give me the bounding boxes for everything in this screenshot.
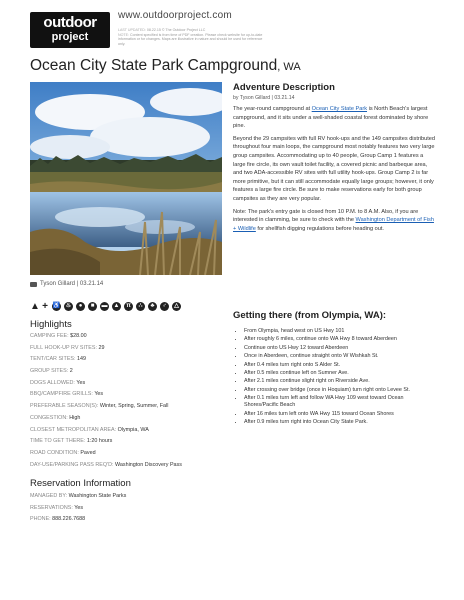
plus-icon: +	[42, 301, 48, 312]
highlight-key: CLOSEST METROPOLITAN AREA:	[30, 426, 117, 433]
rv-icon: ▬	[101, 303, 108, 309]
campground-icon: ▲	[113, 303, 120, 309]
camera-icon	[30, 282, 37, 287]
p3-text-a: Note: The park's entry gate is closed from 10 P.M. to 8 A.M. Also, if you are interested in clamming, be sure to check with the	[233, 208, 419, 224]
reservation-row	[30, 493, 230, 505]
reservation-key: PHONE:	[30, 516, 51, 522]
reservation-value: Yes	[74, 504, 84, 511]
triangle-icon: △	[172, 302, 181, 311]
highlight-row	[30, 345, 230, 357]
highlight-row	[30, 333, 230, 345]
highlight-key: CAMPING FEE:	[30, 333, 69, 339]
highlight-key: TIME TO GET THERE:	[30, 438, 86, 445]
reservation-value: Washington State Parks	[68, 493, 127, 499]
direction-step: • After 2.1 miles continue slight right on Riverside Ave.	[244, 378, 438, 385]
fine-print	[118, 28, 268, 46]
description-byline: by Tyson Gillard | 03.21.14	[233, 95, 295, 101]
highlight-key: ROAD CONDITION:	[30, 449, 79, 456]
hiking-icon: ♂	[160, 302, 169, 311]
highlight-value: Paved	[80, 449, 96, 456]
photo-credit-text: Tyson Gillard | 03.21.14	[40, 281, 104, 287]
amenity-icons	[30, 302, 181, 311]
highlight-value: 1:20 hours	[86, 438, 113, 445]
highlight-row	[30, 368, 230, 380]
directions-list	[233, 328, 438, 426]
site-url[interactable]: www.outdoorproject.com	[118, 10, 232, 21]
highlight-key: DAY-USE/PARKING PASS REQ'D:	[30, 461, 114, 468]
highlight-key: PREFERABLE SEASON(S):	[30, 403, 99, 410]
highlight-key: BBQ/CAMPFIRE GRILLS:	[30, 391, 93, 398]
reservation-value: 888.226.7688	[52, 516, 86, 522]
highlight-row	[30, 391, 230, 403]
direction-step: • After roughly 6 miles, continue onto WA Hwy 8 toward Aberdeen	[244, 336, 438, 343]
page-header	[30, 12, 440, 50]
highlight-value: $28.00	[70, 333, 87, 339]
direction-step: • Continue onto US Hwy 12 toward Aberdeen	[244, 345, 438, 352]
outdoor-project-logo[interactable]	[30, 12, 110, 48]
highlight-row	[30, 403, 230, 415]
reservation-key: MANAGED BY:	[30, 493, 68, 499]
description-paragraph-2: Beyond the 29 campsites with full RV hook-ups and the 149 campsites distributed throughout four main loops, the campground most notably features two very large group campsites. Accommodating up to 40 people, Group Camp 1 features a large fire circle, its own vault toilet facility, a covered picnic and barbeque area, and two ADA-accessible RV sites with full utility hook-ups. Group Camp 2 is far more primitive, but it can still accommodate equally large groups; however, it only features a large fire circle. Be sure to make reservations early for both group campsites as they are very popular.	[233, 135, 436, 202]
page-title-state: , WA	[277, 61, 301, 73]
highlight-key: GROUP SITES:	[30, 368, 69, 375]
reservation-row	[30, 505, 230, 517]
p1-text-a: The year-round campground at	[233, 106, 312, 112]
fire-icon: ♨	[65, 303, 72, 309]
highlight-key: TENT/CAR SITES:	[30, 356, 76, 363]
p1-text-b: is North Beach's largest campground, and it sits under a well-shaded coastal forest dominated by shore pine.	[233, 106, 429, 130]
fine-note: Content specified is from time of PDF creation. Please check website for up-to-date information or for changes. Maps are illustrative in nature and should be used for reference only.	[118, 32, 263, 46]
accessible-icon: ♿	[52, 303, 61, 309]
fine-note-label: NOTE:	[118, 32, 129, 37]
direction-step: • After 0.4 miles turn right onto S Alder St.	[244, 362, 438, 369]
logo-line1: outdoor	[43, 14, 97, 31]
tree-icon: ♣	[148, 302, 157, 311]
hero-photo	[30, 82, 222, 275]
highlights-heading: Highlights	[30, 319, 72, 330]
description-heading: Adventure Description	[233, 82, 335, 93]
direction-step: • Once in Aberdeen, continue straight onto W Wishkah St.	[244, 353, 438, 360]
highlight-value: 2	[69, 368, 73, 375]
highlight-row	[30, 462, 230, 474]
reservation-heading: Reservation Information	[30, 478, 131, 489]
highlight-value: 29	[98, 344, 105, 351]
highlight-value: Yes	[76, 379, 86, 386]
highlight-value: Olympia, WA	[117, 426, 149, 433]
highlight-value: Winter, Spring, Summer, Fall	[99, 403, 169, 410]
highlight-row	[30, 415, 230, 427]
highlight-key: DOGS ALLOWED:	[30, 379, 75, 386]
wdfw-link[interactable]: Washington Department of Fish + Wildlife	[233, 217, 434, 232]
highlight-row	[30, 356, 230, 368]
page-title-text: Ocean City State Park Campground	[30, 57, 278, 74]
reservation-list	[30, 493, 230, 528]
reservation-row	[30, 516, 230, 528]
direction-step: • After crossing over bridge (once in Hoquiam) turn right onto Levee St.	[244, 387, 438, 394]
direction-step: • After 0.1 miles turn left and follow WA Hwy 109 west toward Ocean Shores/Pacific Beach	[244, 395, 438, 409]
highlight-row	[30, 380, 230, 392]
description-paragraph-3	[233, 208, 435, 234]
toilet-icon: ■	[88, 302, 97, 311]
highlight-value: High	[69, 414, 81, 421]
highlight-value: 149	[77, 356, 87, 363]
dog-icon: ●	[76, 302, 85, 311]
reservation-key: RESERVATIONS:	[30, 504, 73, 511]
ocean-city-state-park-link[interactable]: Ocean City State Park	[311, 106, 368, 112]
direction-step: • From Olympia, head west on US Hwy 101	[244, 328, 438, 335]
fine-updated-label: LAST UPDATED:	[118, 28, 146, 32]
highlight-key: FULL HOOK-UP RV SITES:	[30, 344, 98, 351]
photo-credit	[30, 281, 103, 287]
logo-line2: project	[51, 31, 89, 43]
highlight-row	[30, 450, 230, 462]
directions-heading: Getting there (from Olympia, WA):	[233, 310, 387, 321]
page-title	[30, 57, 301, 75]
highlight-value: Yes	[94, 391, 104, 398]
direction-step: • After 16 miles turn left onto WA Hwy 115 toward Ocean Shores	[244, 411, 438, 418]
highlight-value: Washington Discovery Pass	[115, 461, 182, 468]
directions-section	[233, 310, 438, 427]
p3-text-b: for shellfish digging regulations before heading out.	[255, 225, 384, 232]
description-paragraph-1	[233, 105, 435, 131]
tent-icon: ▲	[30, 301, 40, 312]
landscape-photo-illustration	[30, 82, 222, 275]
description-section	[233, 82, 435, 233]
direction-step: • After 0.5 miles continue left on Sumner Ave.	[244, 370, 438, 377]
highlight-key: CONGESTION:	[30, 414, 68, 421]
showers-icon: ∴	[136, 302, 145, 311]
highlight-row	[30, 427, 230, 439]
picnic-icon: π	[124, 302, 133, 311]
fine-updated: 08.22.15 © The Outdoor Project LLC	[146, 28, 206, 32]
direction-step: • After 0.9 miles turn right into Ocean City State Park.	[244, 419, 438, 426]
highlights-list	[30, 333, 230, 473]
highlight-row	[30, 438, 230, 450]
